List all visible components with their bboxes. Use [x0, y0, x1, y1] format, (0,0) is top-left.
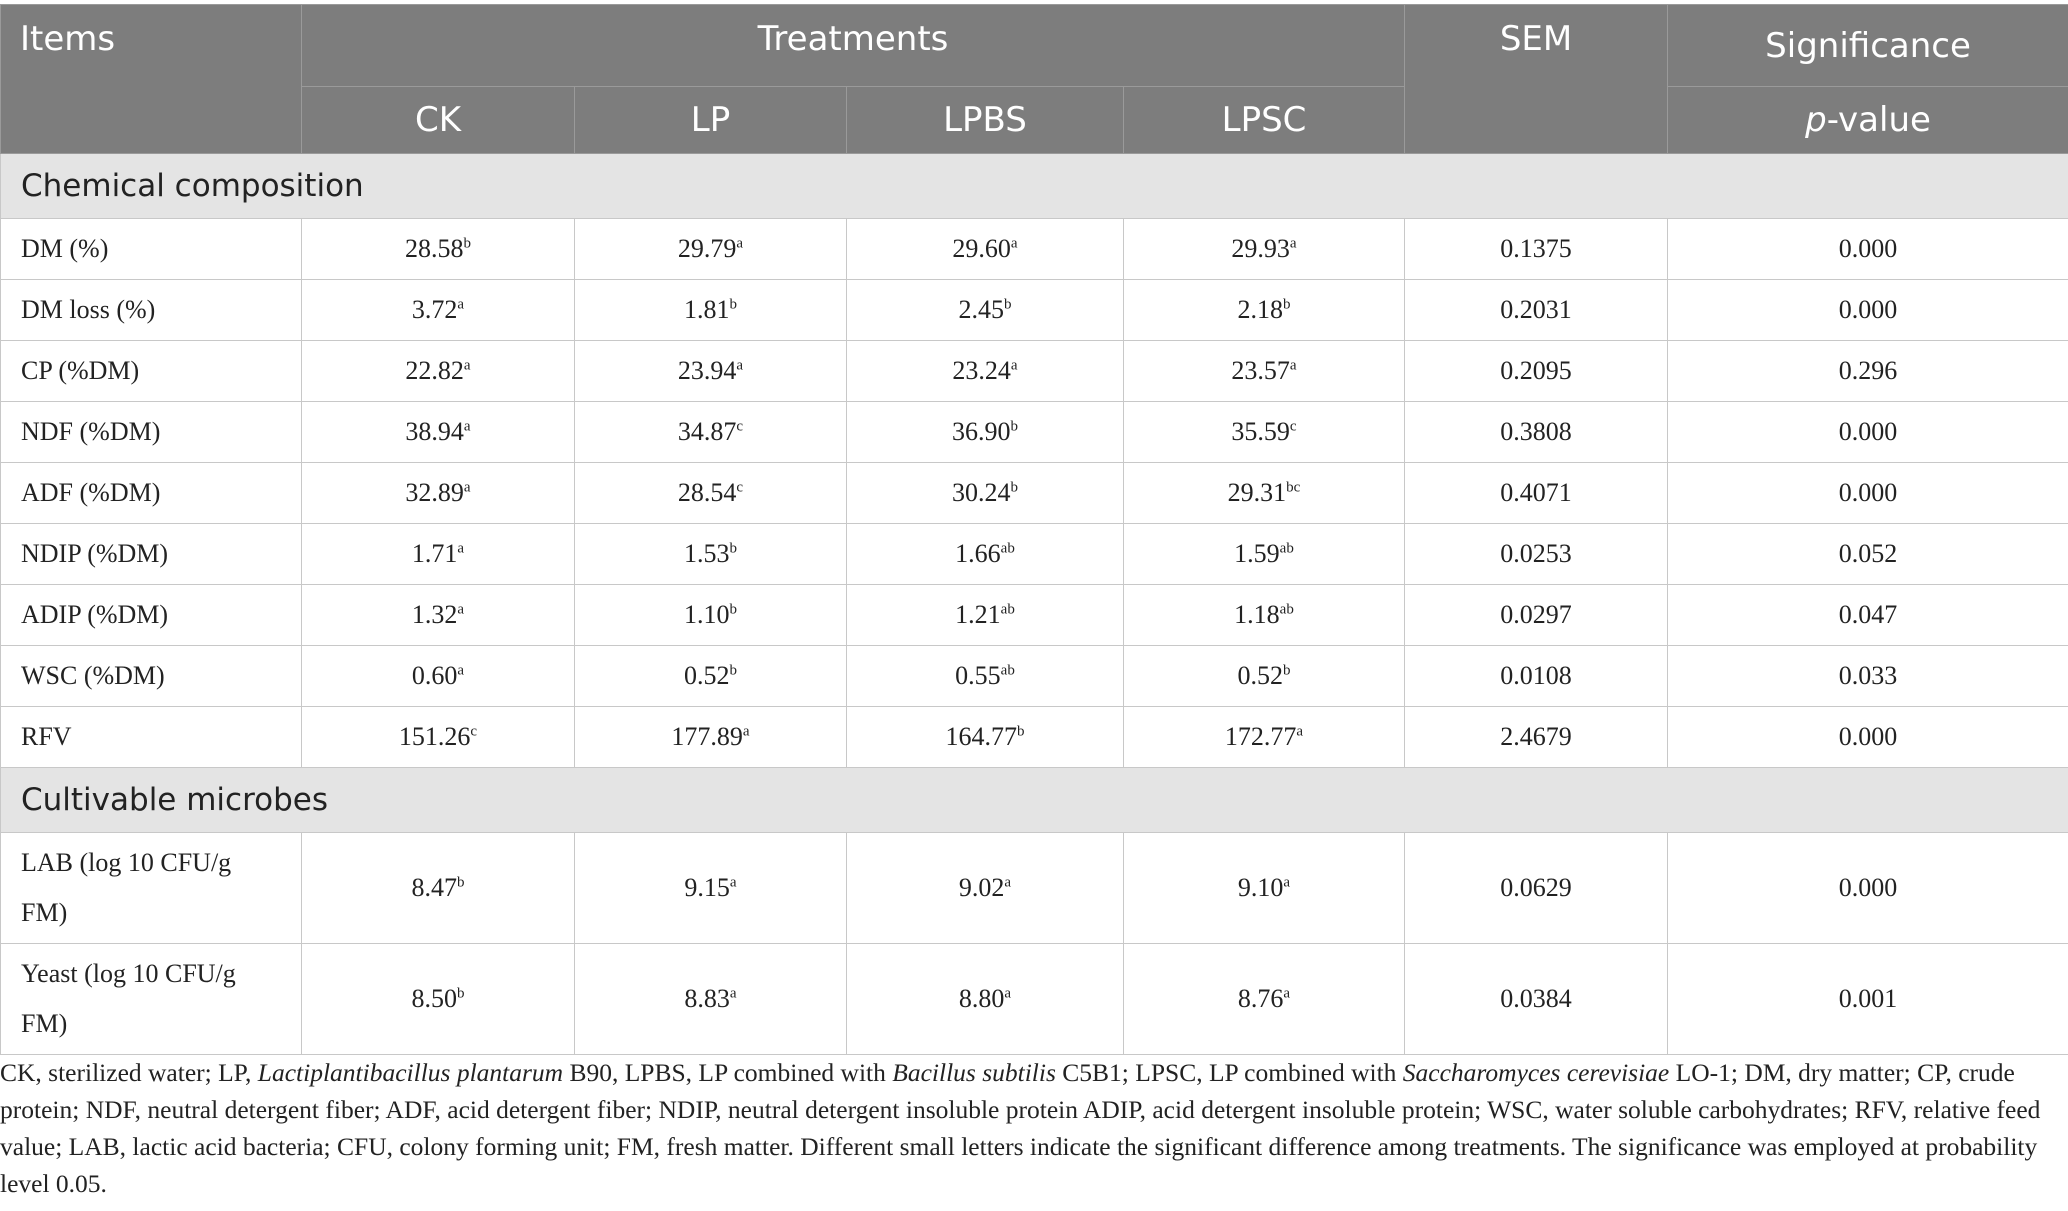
value-number: 1.18	[1234, 600, 1280, 629]
significance-letter: a	[1283, 985, 1291, 1002]
value-number: 22.82	[405, 356, 464, 385]
significance-letter: a	[1004, 985, 1012, 1002]
table-header	[1, 5, 2068, 154]
treatment-value	[302, 944, 575, 1055]
significance-letter: ab	[1000, 540, 1015, 557]
value-number: 9.02	[958, 873, 1005, 902]
significance-letter: a	[457, 601, 465, 618]
value-number: 1.53	[684, 539, 730, 568]
value-number: 28.54	[677, 478, 737, 507]
treatment-value	[1124, 585, 1405, 646]
treatments-header: Treatments	[302, 5, 1405, 87]
significance-letter: b	[1004, 296, 1012, 313]
treatment-value	[302, 341, 575, 402]
section-title: Cultivable microbes	[1, 768, 2068, 833]
sem-value: 0.4071	[1405, 463, 1668, 524]
significance-letter: a	[736, 357, 744, 374]
items-header: Items	[1, 5, 302, 154]
treatment-value	[1124, 463, 1405, 524]
footnote-text: C5B1; LPSC, LP combined with	[1055, 1058, 1403, 1087]
sem-value: 0.0108	[1405, 646, 1668, 707]
p-value: 0.000	[1668, 219, 2068, 280]
significance-letter: b	[457, 874, 465, 891]
value-number: 34.87	[677, 417, 737, 446]
significance-letter: b	[1017, 723, 1025, 740]
significance-letter: a	[463, 418, 471, 435]
treatment-value	[302, 833, 575, 944]
value-number: 0.60	[411, 661, 458, 690]
value-number: 23.57	[1231, 356, 1290, 385]
treatment-value	[575, 585, 847, 646]
footnote-text: CK, sterilized water; LP,	[0, 1058, 258, 1087]
treatment-value	[847, 707, 1124, 768]
p-value: 0.000	[1668, 402, 2068, 463]
treatment-value	[1124, 280, 1405, 341]
section-row	[1, 154, 2068, 219]
value-number: 8.47	[411, 873, 457, 902]
sem-value: 0.0629	[1405, 833, 1668, 944]
value-number: 1.10	[684, 600, 730, 629]
treatment-value	[847, 646, 1124, 707]
treatment-value	[575, 524, 847, 585]
value-number: 29.93	[1231, 234, 1290, 263]
table-row	[1, 833, 2068, 944]
row-label: CP (%DM)	[1, 341, 302, 402]
table-row	[1, 524, 2068, 585]
value-number: 1.66	[955, 539, 1001, 568]
p-value: 0.000	[1668, 463, 2068, 524]
footnote-text: B90, LPBS, LP combined with	[563, 1058, 893, 1087]
table-row	[1, 341, 2068, 402]
value-number: 29.31	[1227, 478, 1287, 507]
treatment-value	[1124, 524, 1405, 585]
value-number: 30.24	[952, 478, 1011, 507]
value-number: 172.77	[1224, 722, 1297, 751]
value-number: 3.72	[411, 295, 458, 324]
treatment-value	[1124, 646, 1405, 707]
significance-letter: ab	[1279, 601, 1294, 618]
significance-letter: a	[729, 985, 737, 1002]
treatment-value	[575, 402, 847, 463]
value-number: 1.81	[684, 295, 730, 324]
value-number: 38.94	[405, 417, 464, 446]
sem-value: 0.0384	[1405, 944, 1668, 1055]
significance-letter: bc	[1286, 479, 1301, 496]
significance-letter: b	[729, 662, 737, 679]
treatment-value	[1124, 944, 1405, 1055]
section-row	[1, 768, 2068, 833]
significance-letter: b	[729, 601, 737, 618]
row-label-line2: FM)	[21, 898, 68, 927]
value-number: 1.21	[955, 600, 1001, 629]
value-number: 9.15	[684, 873, 730, 902]
row-label-line2: FM)	[21, 1009, 68, 1038]
significance-letter: b	[1010, 479, 1018, 496]
value-number: 1.59	[1234, 539, 1280, 568]
significance-letter: ab	[1000, 601, 1015, 618]
treatment-value	[575, 833, 847, 944]
p-value: 0.047	[1668, 585, 2068, 646]
p-value: 0.052	[1668, 524, 2068, 585]
treatment-col-lpsc: LPSC	[1124, 87, 1405, 154]
significance-header: Significance	[1668, 5, 2068, 87]
treatment-value	[302, 219, 575, 280]
significance-letter: a	[1289, 357, 1297, 374]
significance-letter: a	[729, 874, 737, 891]
row-label: NDF (%DM)	[1, 402, 302, 463]
row-label: DM (%)	[1, 219, 302, 280]
treatment-value	[302, 402, 575, 463]
significance-letter: a	[1289, 235, 1297, 252]
significance-letter: ab	[1000, 662, 1015, 679]
treatment-value	[847, 280, 1124, 341]
treatment-value	[302, 707, 575, 768]
table-row	[1, 219, 2068, 280]
table-body	[1, 154, 2068, 1055]
significance-letter: a	[1296, 723, 1304, 740]
significance-letter: b	[463, 235, 471, 252]
value-number: 2.45	[958, 295, 1004, 324]
value-number: 29.79	[677, 234, 737, 263]
row-label: ADF (%DM)	[1, 463, 302, 524]
row-label	[1, 833, 302, 944]
table-row	[1, 944, 2068, 1055]
treatment-value	[847, 341, 1124, 402]
footnote-text: LO-1; DM, dry matter; CP, crude protein; NDF, neutral detergent fiber; ADF, acid detergent fiber; NDIP, neutral detergent insoluble protein ADIP, acid detergent insoluble protein; WSC, water soluble carbohydrates; RFV, relative feed value; LAB, lactic acid bacteria; CFU, colony forming unit; FM, fresh matter. Different small letters indicate the significant difference among treatments. The significance was employed at probability level 0.05.	[0, 1058, 2041, 1198]
significance-letter: b	[1283, 662, 1291, 679]
treatment-value	[847, 944, 1124, 1055]
treatment-value	[575, 341, 847, 402]
significance-letter: a	[1004, 874, 1012, 891]
treatment-value	[847, 524, 1124, 585]
significance-letter: c	[736, 479, 744, 496]
significance-letter: c	[736, 418, 744, 435]
value-number: 23.94	[677, 356, 737, 385]
sem-value: 0.2095	[1405, 341, 1668, 402]
table-row	[1, 280, 2068, 341]
value-number: 28.58	[405, 234, 464, 263]
treatment-value	[847, 585, 1124, 646]
significance-letter: a	[457, 662, 465, 679]
significance-letter: c	[1289, 418, 1297, 435]
row-label: ADIP (%DM)	[1, 585, 302, 646]
treatment-value	[302, 585, 575, 646]
treatment-value	[847, 833, 1124, 944]
treatment-value	[302, 280, 575, 341]
treatment-value	[575, 646, 847, 707]
p-value-suffix: -value	[1826, 100, 1931, 140]
sem-header: SEM	[1405, 5, 1668, 154]
treatment-col-lp: LP	[575, 87, 847, 154]
treatment-value	[575, 707, 847, 768]
row-label	[1, 944, 302, 1055]
row-label: DM loss (%)	[1, 280, 302, 341]
significance-letter: b	[457, 985, 465, 1002]
value-number: 9.10	[1237, 873, 1284, 902]
significance-letter: a	[742, 723, 750, 740]
footnote-species-name: Lactiplantibacillus plantarum	[257, 1058, 564, 1087]
table-row	[1, 402, 2068, 463]
treatment-col-ck: CK	[302, 87, 575, 154]
value-number: 8.80	[958, 984, 1005, 1013]
value-number: 0.52	[684, 661, 730, 690]
significance-letter: a	[457, 540, 465, 557]
p-value: 0.033	[1668, 646, 2068, 707]
table-row	[1, 463, 2068, 524]
treatment-value	[1124, 402, 1405, 463]
treatment-value	[847, 463, 1124, 524]
treatment-value	[1124, 833, 1405, 944]
treatment-value	[575, 219, 847, 280]
treatment-value	[575, 463, 847, 524]
row-label: NDIP (%DM)	[1, 524, 302, 585]
significance-letter: b	[729, 296, 737, 313]
treatment-value	[1124, 707, 1405, 768]
table-row	[1, 707, 2068, 768]
value-number: 23.24	[952, 356, 1011, 385]
significance-letter: c	[470, 723, 478, 740]
table-row	[1, 585, 2068, 646]
section-title: Chemical composition	[1, 154, 2068, 219]
value-number: 151.26	[398, 722, 471, 751]
value-number: 164.77	[945, 722, 1017, 751]
sem-value: 2.4679	[1405, 707, 1668, 768]
sem-value: 0.1375	[1405, 219, 1668, 280]
row-label: RFV	[1, 707, 302, 768]
treatment-value	[302, 646, 575, 707]
treatment-value	[302, 463, 575, 524]
value-number: 177.89	[671, 722, 743, 751]
significance-letter: b	[1010, 418, 1018, 435]
significance-letter: b	[1283, 296, 1291, 313]
value-number: 32.89	[405, 478, 464, 507]
p-value: 0.000	[1668, 280, 2068, 341]
p-value: 0.296	[1668, 341, 2068, 402]
row-label: WSC (%DM)	[1, 646, 302, 707]
footnote-species-name: Bacillus subtilis	[892, 1058, 1056, 1087]
significance-letter: a	[463, 357, 471, 374]
treatment-value	[302, 524, 575, 585]
value-number: 8.83	[684, 984, 730, 1013]
significance-letter: a	[1283, 874, 1291, 891]
row-label-line1: Yeast (log 10 CFU/g	[21, 959, 236, 988]
sem-value: 0.2031	[1405, 280, 1668, 341]
significance-letter: a	[463, 479, 471, 496]
significance-letter: a	[1010, 235, 1018, 252]
significance-letter: a	[736, 235, 744, 252]
data-table	[0, 4, 2068, 1055]
row-label-line1: LAB (log 10 CFU/g	[21, 848, 232, 877]
p-value: 0.001	[1668, 944, 2068, 1055]
sem-value: 0.0297	[1405, 585, 1668, 646]
p-letter: p	[1805, 100, 1827, 140]
treatment-value	[1124, 341, 1405, 402]
treatment-value	[847, 219, 1124, 280]
value-number: 2.18	[1237, 295, 1284, 324]
treatment-value	[847, 402, 1124, 463]
significance-letter: ab	[1279, 540, 1294, 557]
value-number: 1.32	[411, 600, 458, 629]
value-number: 36.90	[952, 417, 1011, 446]
value-number: 35.59	[1231, 417, 1290, 446]
value-number: 0.55	[955, 661, 1001, 690]
table-row	[1, 646, 2068, 707]
value-number: 8.76	[1237, 984, 1284, 1013]
significance-letter: b	[729, 540, 737, 557]
sem-value: 0.3808	[1405, 402, 1668, 463]
sem-value: 0.0253	[1405, 524, 1668, 585]
treatment-value	[575, 280, 847, 341]
significance-letter: a	[457, 296, 465, 313]
value-number: 1.71	[411, 539, 458, 568]
significance-letter: a	[1010, 357, 1018, 374]
value-number: 0.52	[1237, 661, 1284, 690]
value-number: 29.60	[952, 234, 1011, 263]
p-value-header	[1668, 87, 2068, 154]
p-value: 0.000	[1668, 833, 2068, 944]
treatment-value	[1124, 219, 1405, 280]
table-footnote	[0, 1054, 2050, 1202]
treatment-value	[575, 944, 847, 1055]
footnote-species-name: Saccharomyces cerevisiae	[1402, 1058, 1670, 1087]
p-value: 0.000	[1668, 707, 2068, 768]
treatment-col-lpbs: LPBS	[847, 87, 1124, 154]
value-number: 8.50	[411, 984, 457, 1013]
